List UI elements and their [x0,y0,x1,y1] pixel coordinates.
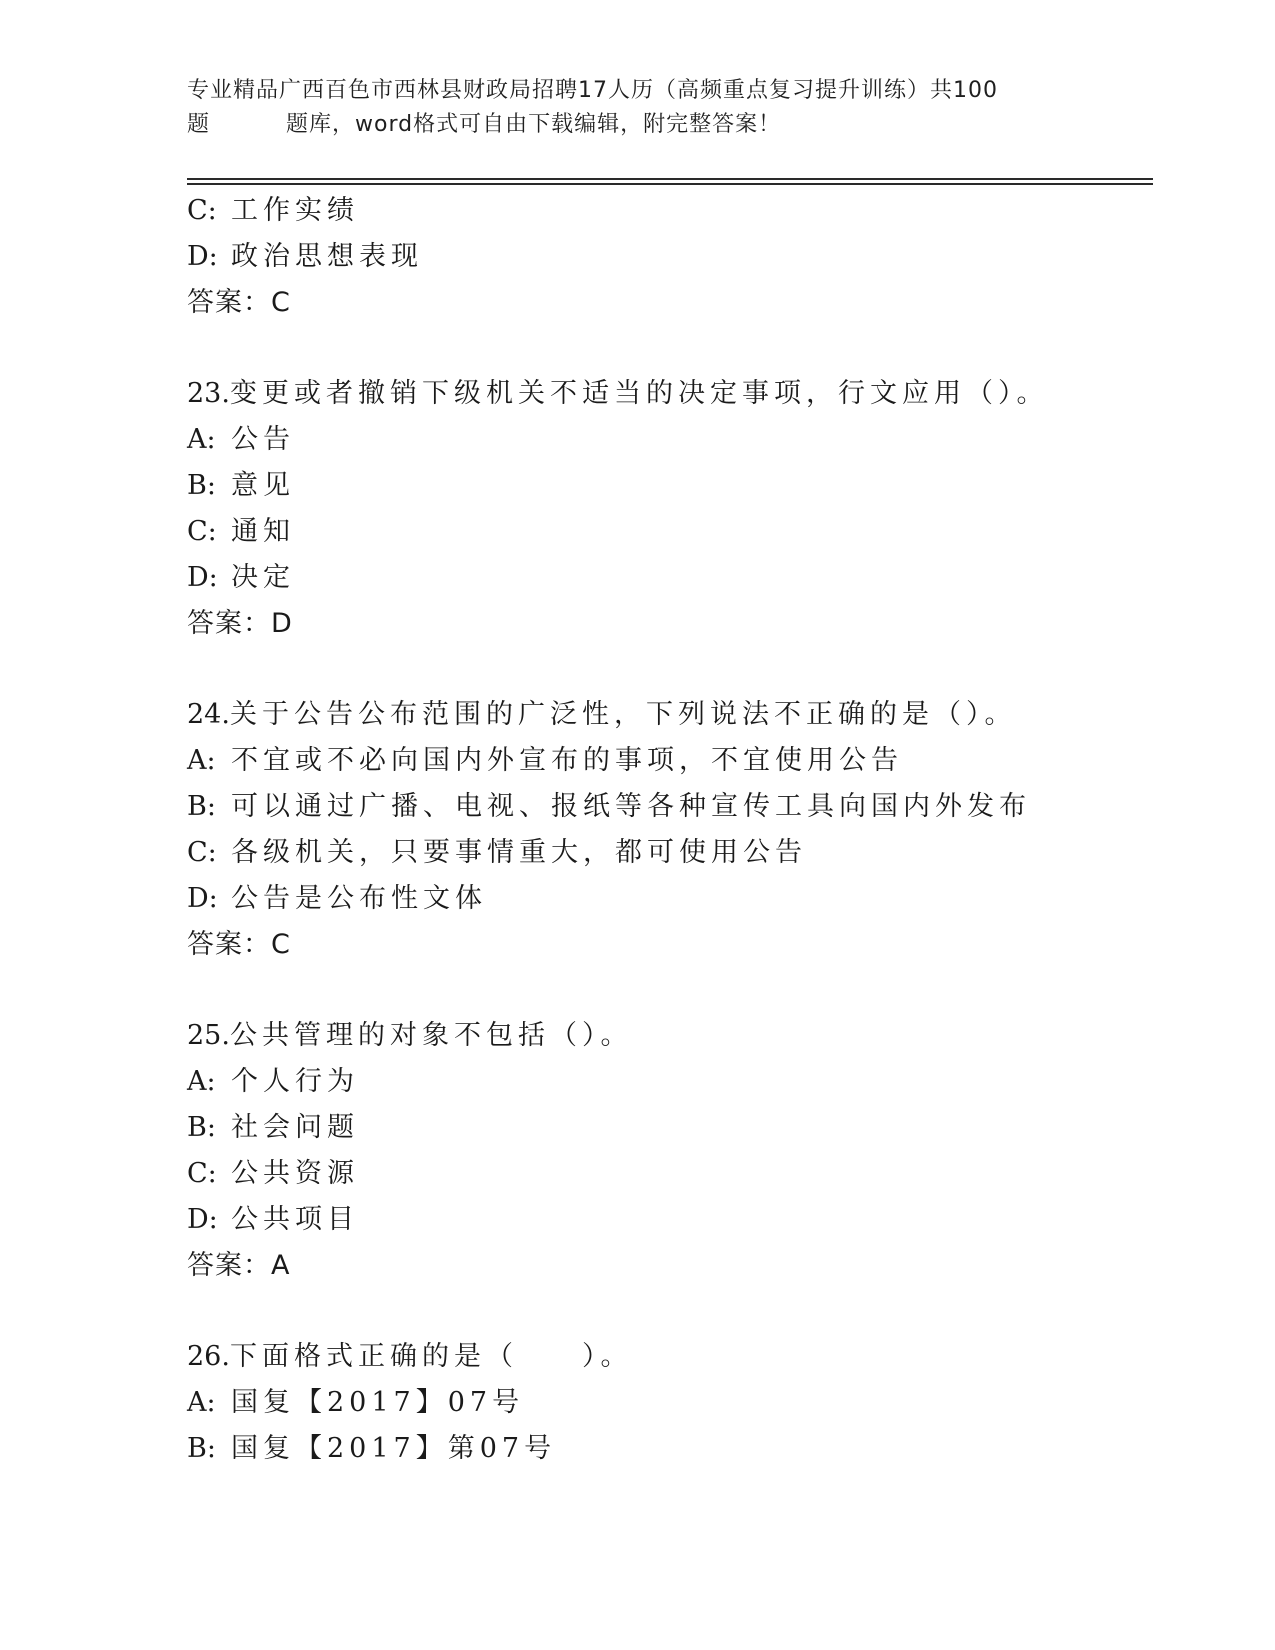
option-label: A: [187,424,216,455]
option-label: D: [187,241,218,272]
option-row [187,1380,1153,1426]
header-title-line2-start: 题 [187,112,211,137]
option-label: A: [187,1387,216,1418]
option-text: 意见 [231,470,295,501]
question-text: 变更或者撤销下级机关不适当的决定事项，行文应用（）。 [229,378,1049,409]
option-row [187,1151,1153,1197]
option-row [187,1105,1153,1151]
option-row [187,1059,1153,1105]
question-stem [187,692,1153,738]
option-label: C: [187,837,217,868]
option-label: D: [187,883,218,914]
option-row [187,463,1153,509]
option-label: B: [187,791,216,822]
option-label: B: [187,470,216,501]
option-text: 公共资源 [231,1158,359,1189]
question-text: 关于公告公布范围的广泛性，下列说法不正确的是（）。 [229,699,1017,730]
option-text: 可以通过广播、电视、报纸等各种宣传工具向国内外发布 [231,791,1031,822]
option-row [187,555,1153,601]
question-number: 24. [187,699,230,730]
option-text: 通知 [231,516,295,547]
question-stem [187,371,1153,417]
option-row [187,1197,1153,1243]
option-row [187,784,1153,830]
answer-line: 答案：D [187,608,293,639]
option-text: 公告是公布性文体 [231,883,487,914]
option-label: A: [187,1066,216,1097]
question-text: 公共管理的对象不包括（）。 [229,1020,633,1051]
document-header [187,74,1067,142]
header-title-line2 [187,108,1067,142]
option-text: 不宜或不必向国内外宣布的事项，不宜使用公告 [231,745,903,776]
option-row [187,738,1153,784]
question-number: 26. [187,1341,230,1372]
option-row [187,188,1153,234]
option-label: B: [187,1433,216,1464]
option-text: 公告 [231,424,295,455]
option-label: D: [187,562,218,593]
header-rule-bottom [187,183,1153,185]
option-label: B: [187,1112,216,1143]
option-text: 决定 [231,562,295,593]
question-24 [187,692,1153,968]
question-list [187,188,1153,1472]
question-stem [187,1334,1153,1380]
option-text: 工作实绩 [231,195,359,226]
question-stem [187,1013,1153,1059]
option-text: 公共项目 [231,1204,359,1235]
option-row [187,509,1153,555]
answer-line: 答案：C [187,929,291,960]
option-label: C: [187,1158,217,1189]
header-rule-top [187,178,1153,180]
question-23 [187,371,1153,647]
option-row [187,1426,1153,1472]
option-text: 政治思想表现 [231,241,423,272]
option-label: D: [187,1204,218,1235]
option-text: 各级机关，只要事情重大，都可使用公告 [231,837,807,868]
option-label: A: [187,745,216,776]
answer-line: 答案：A [187,1250,291,1281]
option-label: C: [187,516,217,547]
question-25 [187,1013,1153,1289]
answer-line: 答案：C [187,287,291,318]
question-22-tail [187,188,1153,326]
question-number: 23. [187,378,230,409]
option-row [187,417,1153,463]
option-text: 国复【2017】第07号 [231,1433,557,1464]
header-title-line2-rest: 题库，word格式可自由下载编辑，附完整答案！ [286,112,782,137]
option-text: 社会问题 [231,1112,359,1143]
question-text: 下面格式正确的是（ ）。 [229,1341,633,1372]
option-text: 国复【2017】07号 [231,1387,525,1418]
option-row [187,234,1153,280]
option-text: 个人行为 [231,1066,359,1097]
option-label: C: [187,195,217,226]
question-26 [187,1334,1153,1472]
option-row [187,830,1153,876]
question-number: 25. [187,1020,230,1051]
option-row [187,876,1153,922]
header-title-line1: 专业精品广西百色市西林县财政局招聘17人历（高频重点复习提升训练）共100 [187,78,998,103]
